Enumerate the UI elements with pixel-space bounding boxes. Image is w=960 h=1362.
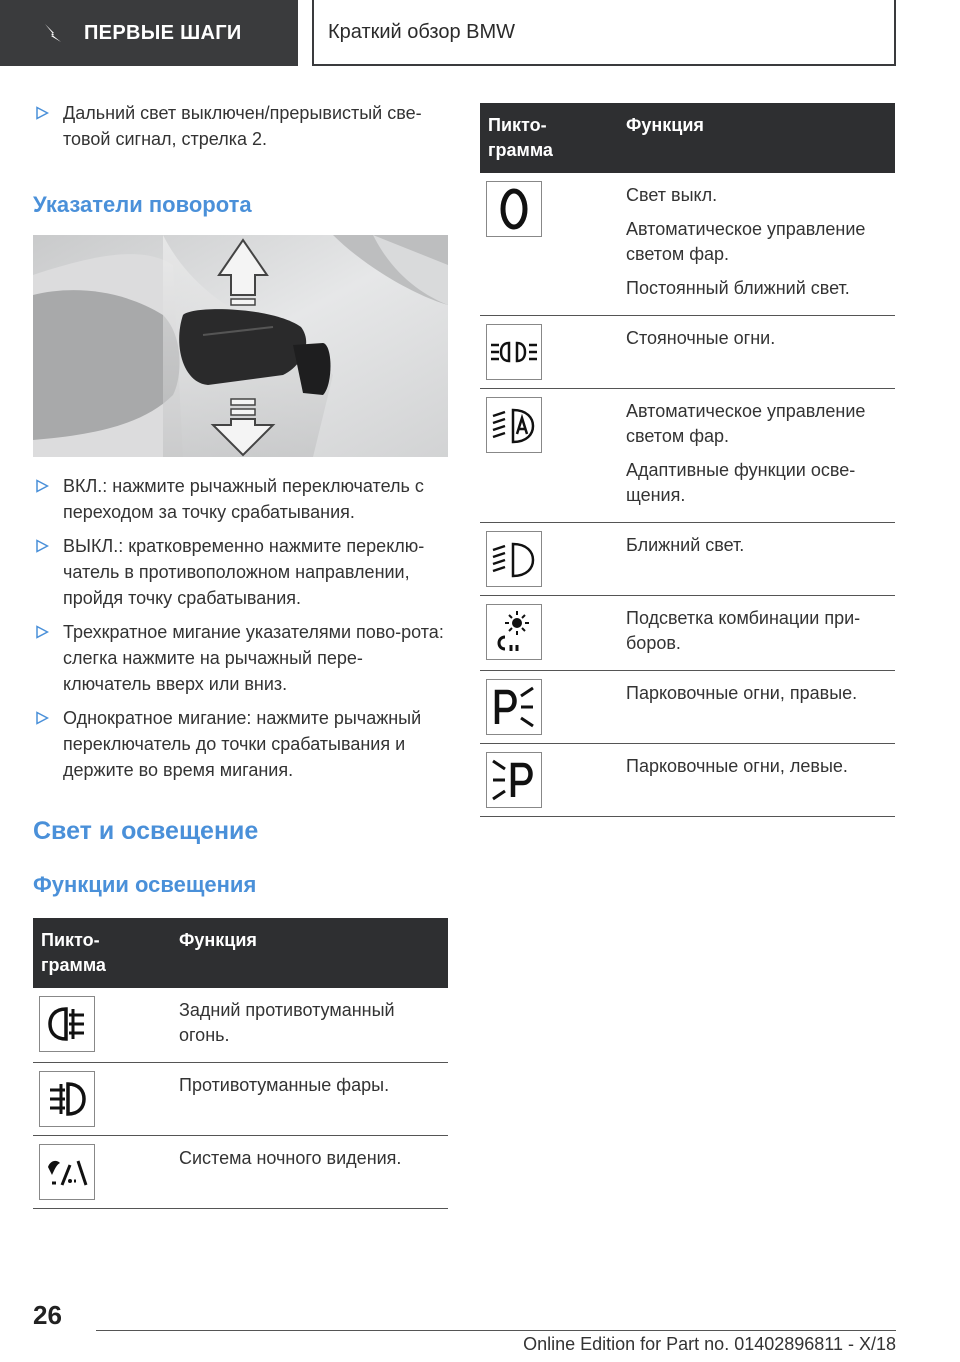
table-row: Система ночного видения. [33, 1136, 448, 1209]
auto-headlight-icon [486, 397, 542, 453]
lighting-table-right [480, 103, 895, 817]
light-section-heading: Свет и освещение [33, 817, 259, 845]
lighting-functions-heading: Функции освещения [33, 872, 257, 897]
triangle-bullet-icon [35, 106, 49, 120]
light-off-zero-icon [486, 181, 542, 237]
parking-lights-icon [486, 324, 542, 380]
chapter-title: Краткий обзор BMW [312, 0, 896, 66]
right-column [480, 103, 895, 817]
triangle-bullet-icon [35, 625, 49, 639]
section-tab [0, 0, 298, 66]
edition-note: Online Edition for Part no. 01402896811 - X/18 [523, 1334, 896, 1354]
triangle-bullet-icon [35, 539, 49, 553]
triangle-bullet-icon [35, 479, 49, 493]
footer-divider [96, 1330, 896, 1331]
col-function-header: Функция [618, 103, 895, 173]
page-number: 26 [33, 1300, 62, 1330]
table-row: Автоматическое управление светом фар. Адаптивные функции осве-щения. [480, 389, 895, 523]
turn-signal-bullets [33, 473, 448, 783]
left-column [33, 100, 448, 1209]
table-row: Противотуманные фары. [33, 1063, 448, 1136]
table-header-row [33, 918, 448, 988]
table-row: Подсветка комбинации при-боров. [480, 596, 895, 671]
instrument-illumination-icon [486, 604, 542, 660]
intro-bullet [33, 100, 448, 152]
low-beam-icon [486, 531, 542, 587]
parking-light-left-icon [486, 752, 542, 808]
lightning-icon [42, 22, 64, 44]
table-row: Задний противотуманный огонь. [33, 988, 448, 1063]
turn-signal-stalk-photo [33, 235, 448, 457]
rear-fog-light-icon [39, 996, 95, 1052]
turn-bullet-single: Однократное мигание: нажмите рычажный переключатель до точки срабатывания и держите во время мигания. [33, 705, 448, 783]
table-row: Свет выкл. Автоматическое управление светом фар. Постоянный ближний свет. [480, 173, 895, 316]
turn-bullet-triple: Трехкратное мигание указателями пово-рота: слегка нажмите на рычажный пере-ключатель вверх или вниз. [33, 619, 448, 697]
turn-signals-heading: Указатели поворота [33, 192, 252, 217]
table-row: Ближний свет. [480, 523, 895, 596]
triangle-bullet-icon [35, 711, 49, 725]
table-row: Парковочные огни, левые. [480, 744, 895, 817]
table-row: Стояночные огни. [480, 316, 895, 389]
col-picto-header: Пикто-грамма [33, 918, 171, 988]
col-picto-header: Пикто-грамма [480, 103, 618, 173]
intro-bullet-text: Дальний свет выключен/прерывистый све-товой сигнал, стрелка 2. [63, 103, 422, 149]
turn-bullet-off: ВЫКЛ.: кратковременно нажмите переклю-чатель в противоположном направлении, пройдя точку срабатывания. [33, 533, 448, 611]
section-label: ПЕРВЫЕ ШАГИ [84, 21, 242, 44]
col-function-header: Функция [171, 918, 448, 988]
lighting-table-left [33, 918, 448, 1209]
night-vision-icon [39, 1144, 95, 1200]
table-header-row [480, 103, 895, 173]
table-row: Парковочные огни, правые. [480, 671, 895, 744]
front-fog-light-icon [39, 1071, 95, 1127]
turn-bullet-on: ВКЛ.: нажмите рычажный переключатель с переходом за точку срабатывания. [33, 473, 448, 525]
parking-light-right-icon [486, 679, 542, 735]
